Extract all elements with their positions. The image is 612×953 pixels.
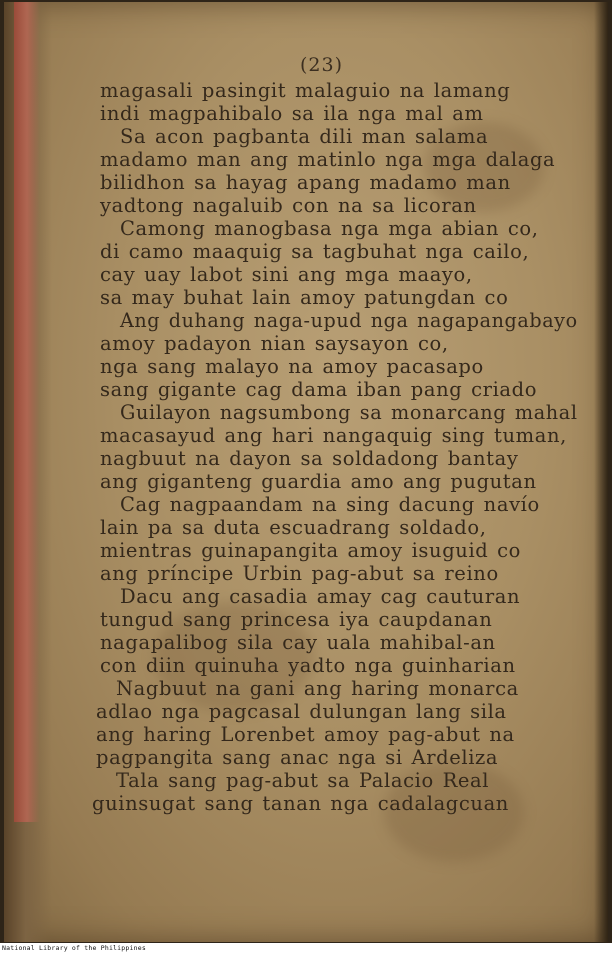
text-line: mientras guinapangita amoy isuguid co <box>100 539 522 562</box>
text-line: ang giganteng guardia amo ang pugutan <box>100 470 537 493</box>
text-line: Ang duhang naga-upud nga nagapangabayo <box>120 309 578 332</box>
text-line: amoy padayon nian saysayon co, <box>100 332 449 355</box>
text-line: con diin quinuha yadto nga guinharian <box>100 654 516 677</box>
text-line: tungud sang princesa iya caupdanan <box>100 608 493 631</box>
library-credit: National Library of the Philippines <box>2 944 146 952</box>
text-line: macasayud ang hari nangaquig sing tuman, <box>100 424 567 447</box>
text-line: sa may buhat lain amoy patungdan co <box>100 286 509 309</box>
text-line: nagbuut na dayon sa soldadong bantay <box>100 447 519 470</box>
text-line: Guilayon nagsumbong sa monarcang mahal <box>120 401 578 424</box>
text-line: nagapalibog sila cay uala mahibal-an <box>100 631 496 654</box>
text-line: yadtong nagaluib con na sa licoran <box>100 194 477 217</box>
poem-text-block <box>4 2 608 942</box>
text-line: magasali pasingit malaguio na lamang <box>100 79 511 102</box>
text-line: sang gigante cag dama iban pang criado <box>100 378 538 401</box>
text-line: Tala sang pag-abut sa Palacio Real <box>116 769 490 792</box>
text-line: Dacu ang casadia amay cag cauturan <box>120 585 521 608</box>
text-line: guinsugat sang tanan nga cadalagcuan <box>92 792 509 815</box>
text-line: cay uay labot sini ang mga maayo, <box>100 263 473 286</box>
text-line: Nagbuut na gani ang haring monarca <box>116 677 519 700</box>
text-line: Cag nagpaandam na sing dacung navío <box>120 493 540 516</box>
page-number: (23) <box>300 54 344 76</box>
page-paper <box>4 2 608 942</box>
text-line: Camong manogbasa nga mga abian co, <box>120 217 539 240</box>
text-line: di camo maaquig sa tagbuhat nga cailo, <box>100 240 530 263</box>
text-line: indi magpahibalo sa ila nga mal am <box>100 102 484 125</box>
text-line: ang príncipe Urbin pag-abut sa reino <box>100 562 499 585</box>
text-line: madamo man ang matinlo nga mga dalaga <box>100 148 556 171</box>
text-line: lain pa sa duta escuadrang soldado, <box>100 516 487 539</box>
text-line: ang haring Lorenbet amoy pag-abut na <box>96 723 515 746</box>
text-line: pagpangita sang anac nga si Ardeliza <box>96 746 499 769</box>
text-line: adlao nga pagcasal dulungan lang sila <box>96 700 507 723</box>
text-line: nga sang malayo na amoy pacasapo <box>100 355 484 378</box>
text-line: Sa acon pagbanta dili man salama <box>120 125 489 148</box>
text-line: bilidhon sa hayag apang madamo man <box>100 171 511 194</box>
